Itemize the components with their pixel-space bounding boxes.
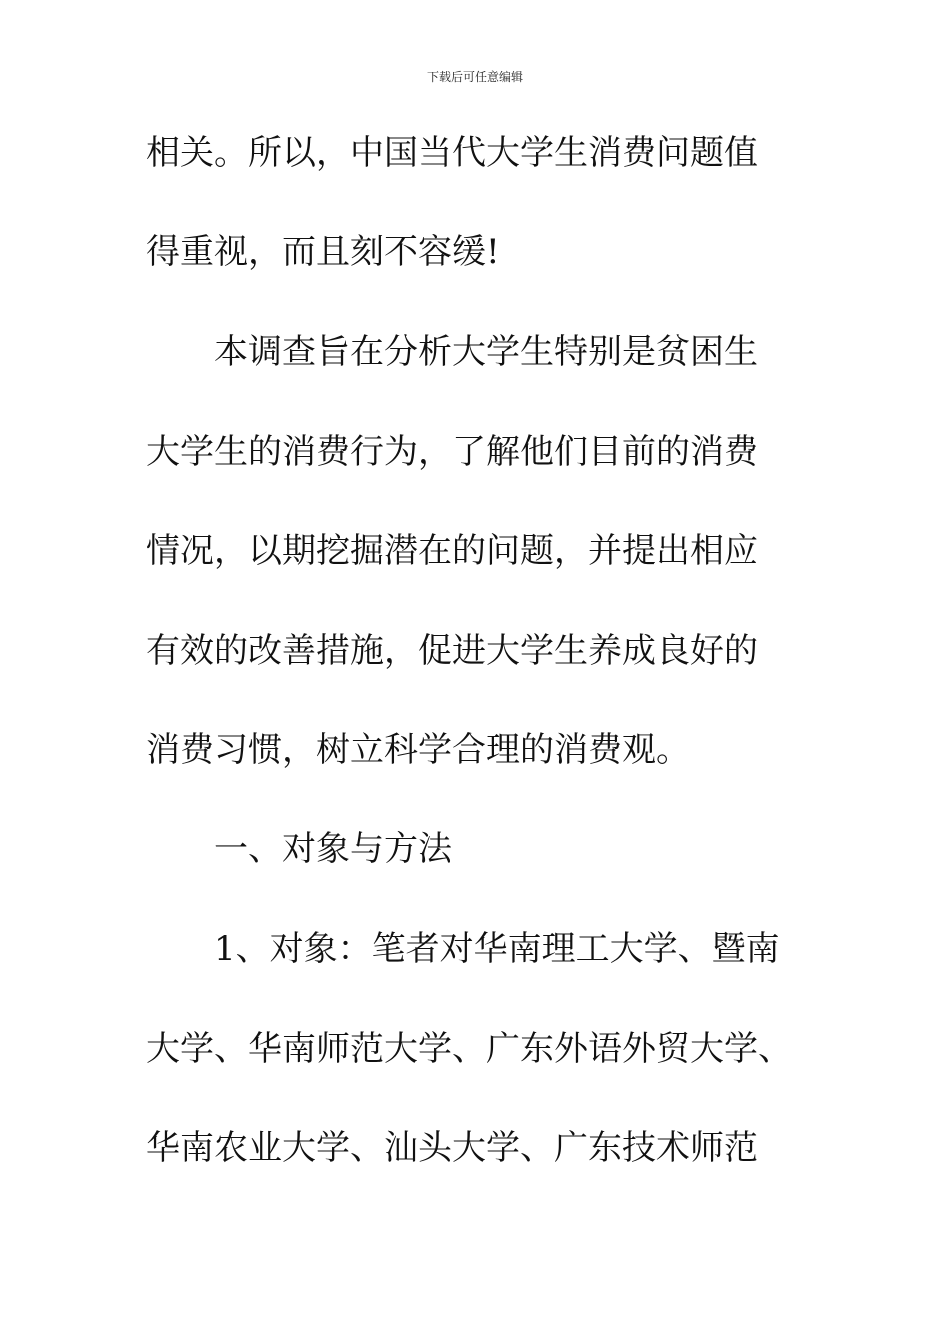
paragraph-start-line: 1、对象：笔者对华南理工大学、暨南 <box>214 929 780 969</box>
paragraph-start-line: 本调查旨在分析大学生特别是贫困生 <box>214 332 758 372</box>
section-heading: 一、对象与方法 <box>214 829 452 869</box>
text-line: 消费习惯，树立科学合理的消费观。 <box>146 730 690 770</box>
text-line: 情况，以期挖掘潜在的问题，并提出相应 <box>146 531 758 571</box>
text-line: 有效的改善措施，促进大学生养成良好的 <box>146 631 758 671</box>
text-line: 华南农业大学、汕头大学、广东技术师范 <box>146 1128 758 1168</box>
text-line: 大学、华南师范大学、广东外语外贸大学、 <box>146 1029 792 1069</box>
text-line: 相关。所以，中国当代大学生消费问题值 <box>146 133 758 173</box>
header-note: 下载后可任意编辑 <box>426 70 523 84</box>
text-line: 得重视，而且刻不容缓! <box>146 232 500 272</box>
text-line: 大学生的消费行为，了解他们目前的消费 <box>146 432 758 472</box>
